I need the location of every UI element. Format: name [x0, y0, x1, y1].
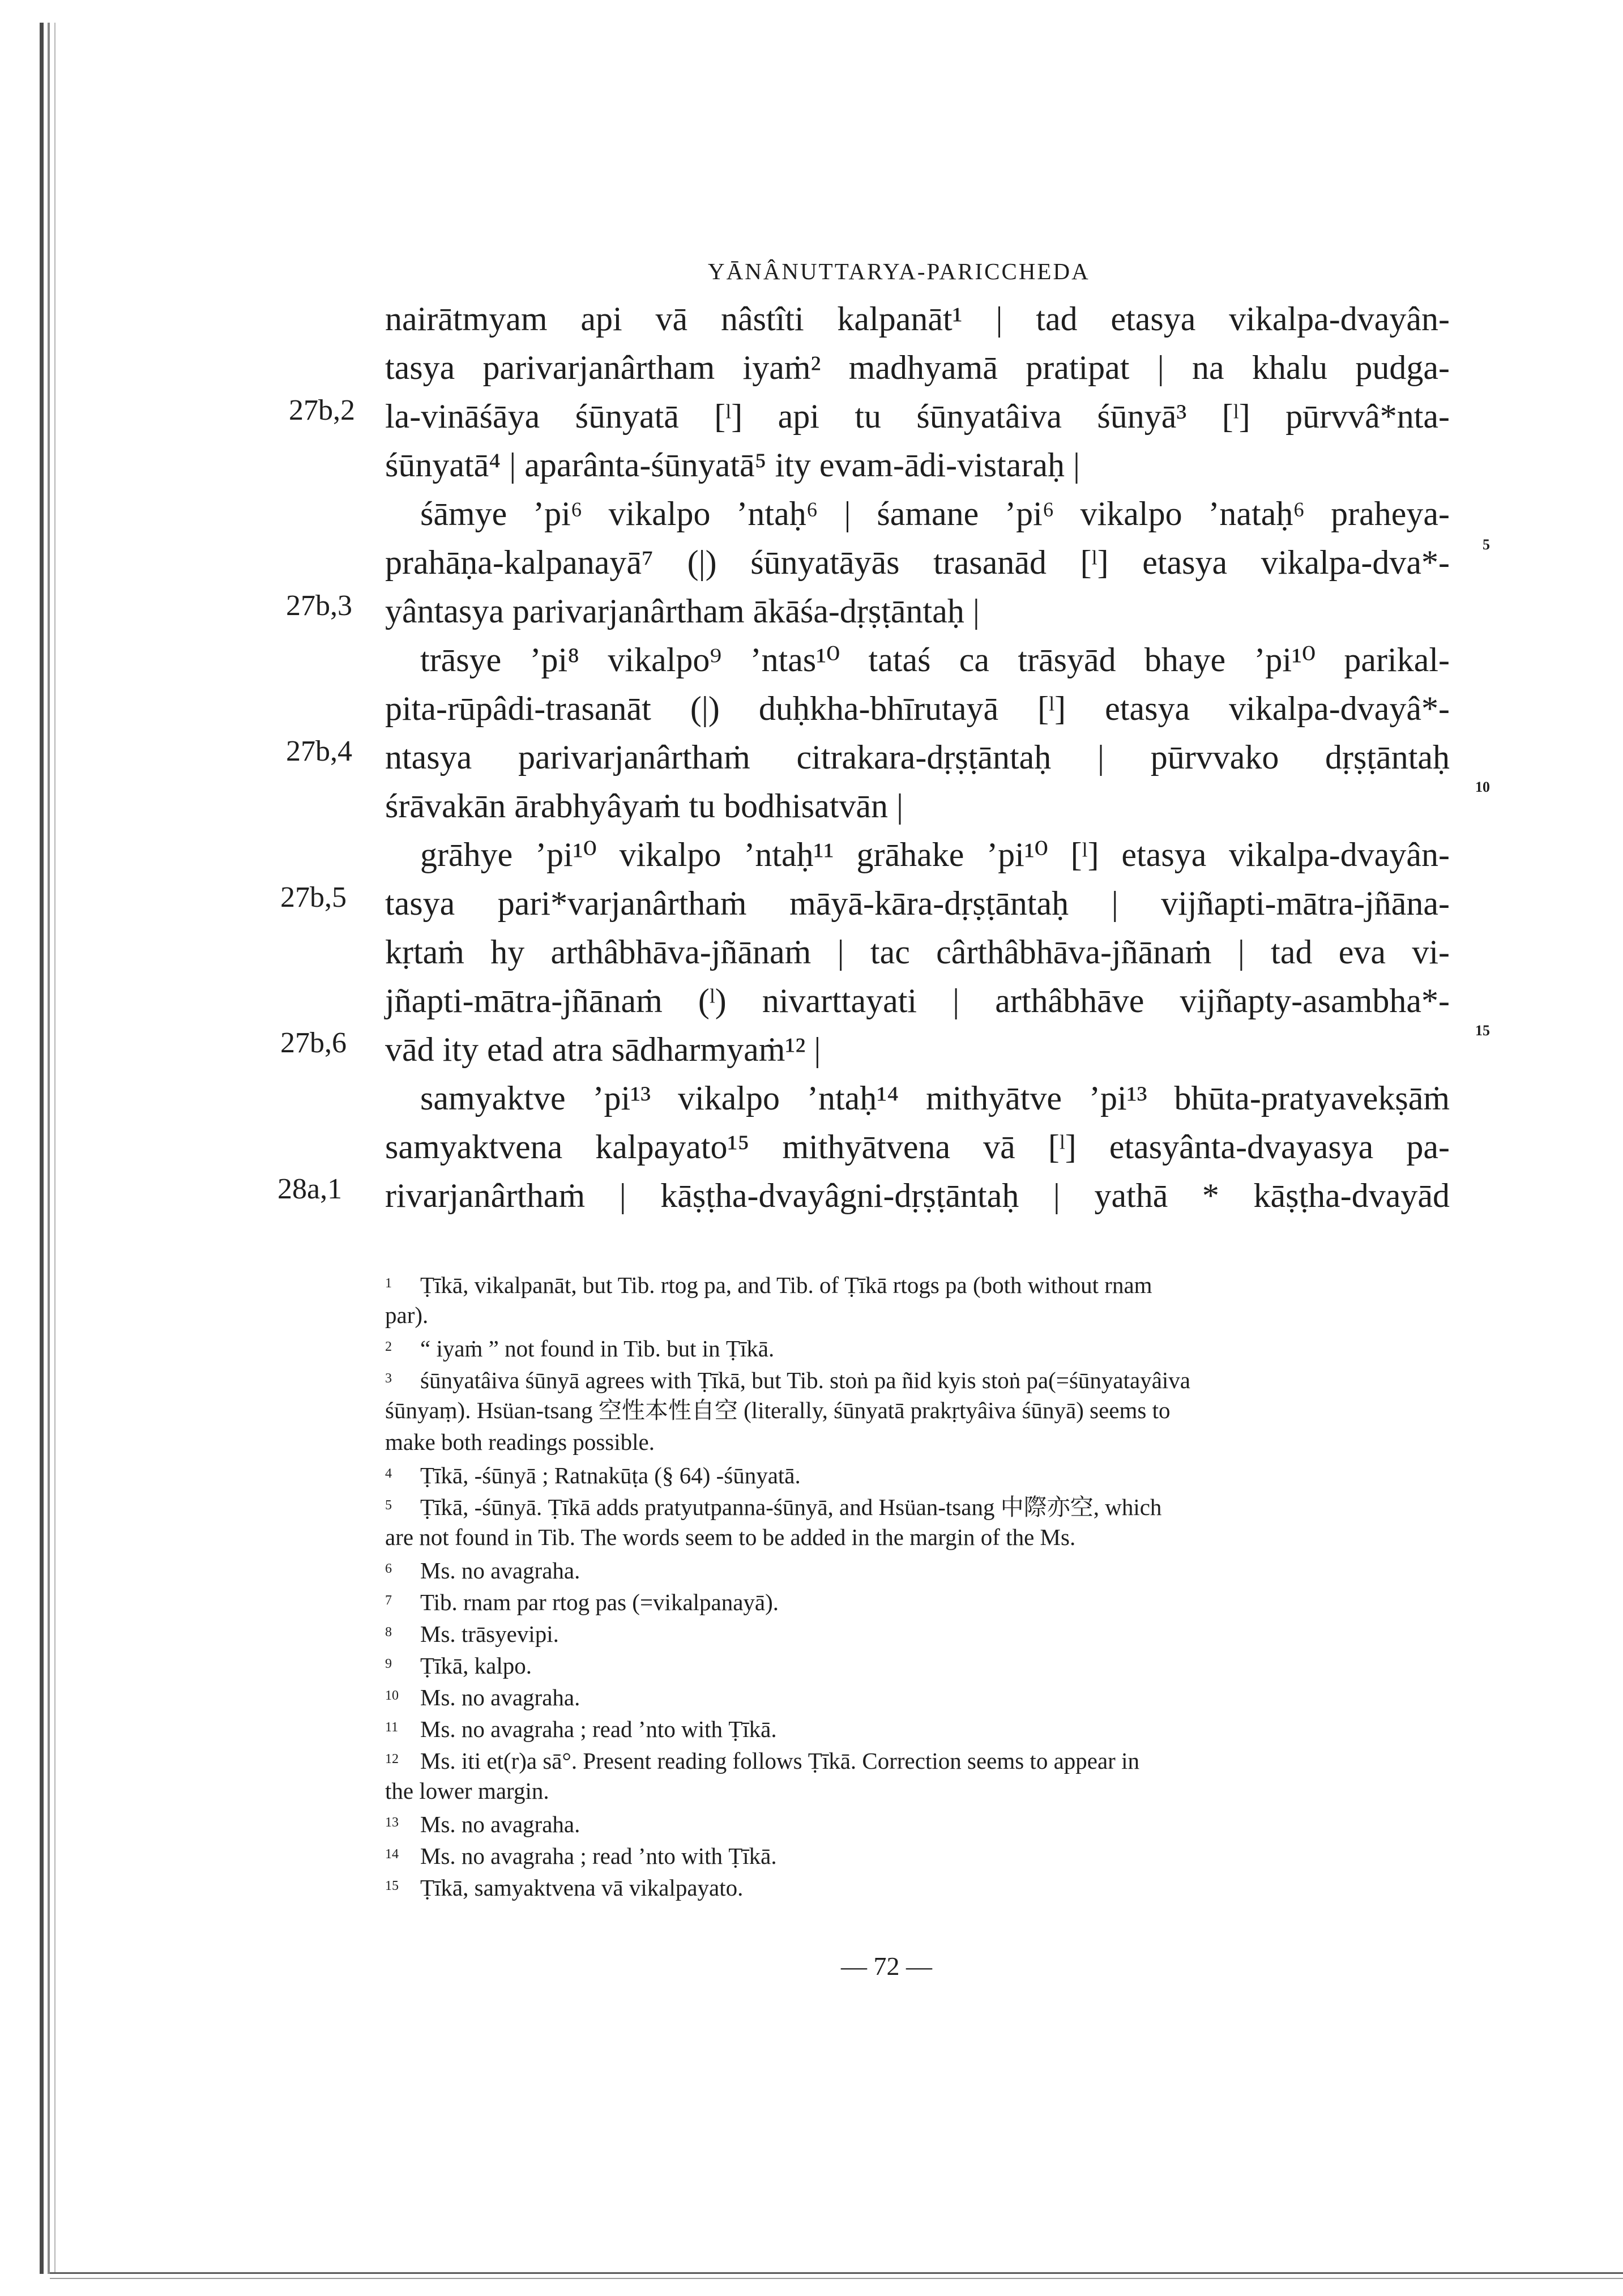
- footnote-text: Ms. trāsyevipi.: [420, 1621, 559, 1647]
- text-line: yântasya parivarjanârtham ākāśa-dṛṣṭāntaḥ |: [385, 592, 980, 630]
- text-line: vād ity etad atra sādharmyaṁ¹² |: [385, 1031, 821, 1068]
- text-line: samyaktvena kalpayato¹⁵ mithyātvena vā [ˡ] etasyânta-dvayasya pa-: [385, 1128, 1450, 1166]
- footnote-number: 10: [385, 1688, 399, 1703]
- text-line: samyaktve ’pi¹³ vikalpo ’ntaḥ¹⁴ mithyātve ’pi¹³ bhūta-pratyavekṣāṁ: [420, 1079, 1450, 1117]
- footnote-text: Ms. no avagraha ; read ’nto with Ṭīkā.: [420, 1843, 777, 1869]
- margin-ref: 28a,1: [277, 1173, 343, 1205]
- footnote-text: Ṭīkā, kalpo.: [420, 1653, 532, 1679]
- footnote: [385, 1458, 1433, 1490]
- text-line: nairātmyam api vā nâstîti kalpanāt¹ | tad etasya vikalpa-dvayân-: [385, 300, 1450, 338]
- footnote: [385, 1363, 1433, 1394]
- footnote: [385, 1807, 1433, 1838]
- footnote-text: Ms. no avagraha.: [420, 1557, 580, 1584]
- footnote-continuation: the lower margin.: [385, 1778, 549, 1804]
- scan-edge-bottom: [50, 2272, 1623, 2274]
- footnote: [385, 1490, 1433, 1521]
- footnote-text: Ms. iti et(r)a sā°. Present reading follows Ṭīkā. Correction seems to appear in: [420, 1748, 1139, 1774]
- footnote-text: śūnyatâiva śūnyā agrees with Ṭīkā, but Tib. stoṅ pa ñid kyis stoṅ pa(=śūnyatayâiva: [420, 1367, 1190, 1393]
- footnote-text: Ṭīkā, vikalpanāt, but Tib. rtog pa, and Tib. of Ṭīkā rtogs pa (both without rnam: [420, 1272, 1152, 1298]
- text-line: tasya pari*varjanârthaṁ māyā-kāra-dṛṣṭāntaḥ | vijñapti-mātra-jñāna-: [385, 885, 1450, 922]
- margin-ref: 27b,2: [289, 394, 355, 426]
- margin-ref: 27b,4: [286, 735, 352, 767]
- footnote-continuation: śūnyaṃ). Hsüan-tsang 空性本性自空 (literally, śūnyatā prakṛtyâiva śūnyā) seems to: [385, 1397, 1171, 1423]
- footnote: [385, 1553, 1433, 1585]
- text-line: la-vināśāya śūnyatā [ˡ] api tu śūnyatâiva śūnyā³ [ˡ] pūrvvâ*nta-: [385, 398, 1450, 435]
- scan-edge-left-inner: [48, 23, 50, 2274]
- text-line: rivarjanârthaṁ | kāṣṭha-dvayâgni-dṛṣṭāntaḥ | yathā * kāṣṭha-dvayād: [385, 1177, 1450, 1214]
- footnote: [385, 1331, 1433, 1363]
- scan-edge-left: [40, 23, 44, 2274]
- margin-ref: 27b,3: [286, 590, 352, 622]
- scan-edge-left-faint: [54, 23, 55, 2274]
- footnote: [385, 1870, 1433, 1902]
- text-line: jñapti-mātra-jñānaṁ (ˡ) nivarttayati | arthâbhāve vijñapty-asambha*-: [385, 982, 1450, 1019]
- footnote-text: Ms. no avagraha ; read ’nto with Ṭīkā.: [420, 1716, 777, 1742]
- footnote-number: 5: [385, 1498, 392, 1513]
- footnote-continuation: are not found in Tib. The words seem to be added in the margin of the Ms.: [385, 1524, 1076, 1550]
- footnote: [385, 1680, 1433, 1712]
- footnote: [385, 1743, 1433, 1775]
- text-line: śūnyatā⁴ | aparânta-śūnyatā⁵ ity evam-ādi-vistaraḥ |: [385, 446, 1080, 484]
- running-head: YĀNÂNUTTARYA-PARICCHEDA: [708, 258, 1090, 284]
- footnote-text: Tib. rnam par rtog pas (=vikalpanayā).: [420, 1589, 779, 1615]
- footnote-number: 4: [385, 1466, 392, 1481]
- text-line: grāhye ’pi¹⁰ vikalpo ’ntaḥ¹¹ grāhake ’pi¹⁰ [ˡ] etasya vikalpa-dvayân-: [420, 836, 1450, 873]
- footnote-continuation: make both readings possible.: [385, 1429, 655, 1455]
- text-line: śrāvakān ārabhyâyaṁ tu bodhisatvān |: [385, 787, 904, 825]
- margin-ref: 27b,6: [280, 1027, 347, 1059]
- footnote-number: 13: [385, 1815, 399, 1830]
- footnotes: [385, 1268, 1433, 1902]
- footnote-number: 15: [385, 1879, 399, 1893]
- footnote-number: 1: [385, 1276, 392, 1291]
- line-number: 10: [1475, 779, 1490, 795]
- footnote-text: Ṭīkā, -śūnyā ; Ratnakūṭa (§ 64) -śūnyatā.: [420, 1462, 801, 1488]
- footnote-continuation: par).: [385, 1302, 429, 1328]
- footnote-number: 8: [385, 1625, 392, 1640]
- text-line: kṛtaṁ hy arthâbhāva-jñānaṁ | tac cârthâbhāva-jñānaṁ | tad eva vi-: [385, 933, 1450, 971]
- text-line: pita-rūpâdi-trasanāt (|) duḥkha-bhīrutayā [ˡ] etasya vikalpa-dvayâ*-: [385, 690, 1450, 727]
- footnote: [385, 1648, 1433, 1680]
- text-line: ntasya parivarjanârthaṁ citrakara-dṛṣṭāntaḥ | pūrvvako dṛṣṭāntaḥ: [385, 739, 1450, 776]
- footnote: [385, 1585, 1433, 1616]
- main-text: [385, 295, 1450, 1220]
- page-number: — 72 —: [841, 1952, 932, 1981]
- text-line: trāsye ’pi⁸ vikalpo⁹ ’ntas¹⁰ tataś ca trāsyād bhaye ’pi¹⁰ parikal-: [420, 641, 1450, 678]
- text-line: prahāṇa-kalpanayā⁷ (|) śūnyatāyās trasanād [ˡ] etasya vikalpa-dva*-: [385, 544, 1450, 581]
- footnote-text: Ms. no avagraha.: [420, 1811, 580, 1837]
- footnote-number: 9: [385, 1657, 392, 1671]
- footnote: [385, 1268, 1433, 1299]
- line-number: 15: [1475, 1022, 1490, 1039]
- footnote-text: Ṭīkā, samyaktvena vā vikalpayato.: [420, 1875, 744, 1901]
- line-number: 5: [1483, 536, 1490, 553]
- text-line: śāmye ’pi⁶ vikalpo ’ntaḥ⁶ | śamane ’pi⁶ vikalpo ’nataḥ⁶ praheya-: [420, 495, 1450, 532]
- footnote-text: Ṭīkā, -śūnyā. Ṭīkā adds pratyutpanna-śūnyā, and Hsüan-tsang 中際亦空, which: [420, 1494, 1162, 1520]
- footnote-text: Ms. no avagraha.: [420, 1684, 580, 1710]
- scan-edge-bottom-faint: [50, 2278, 1623, 2279]
- margin-ref: 27b,5: [280, 881, 347, 914]
- text-line: tasya parivarjanârtham iyaṁ² madhyamā pratipat | na khalu pudga-: [385, 349, 1450, 386]
- footnote-number: 11: [385, 1720, 399, 1735]
- footnote-number: 3: [385, 1371, 392, 1386]
- footnote-text: “ iyaṁ ” not found in Tib. but in Ṭīkā.: [420, 1335, 775, 1362]
- footnote-number: 6: [385, 1561, 392, 1576]
- footnote: [385, 1712, 1433, 1743]
- footnote: [385, 1838, 1433, 1870]
- footnote-number: 2: [385, 1339, 392, 1354]
- footnote-number: 14: [385, 1847, 399, 1862]
- footnote-number: 7: [385, 1593, 392, 1608]
- footnote-number: 12: [385, 1752, 399, 1766]
- footnote: [385, 1616, 1433, 1648]
